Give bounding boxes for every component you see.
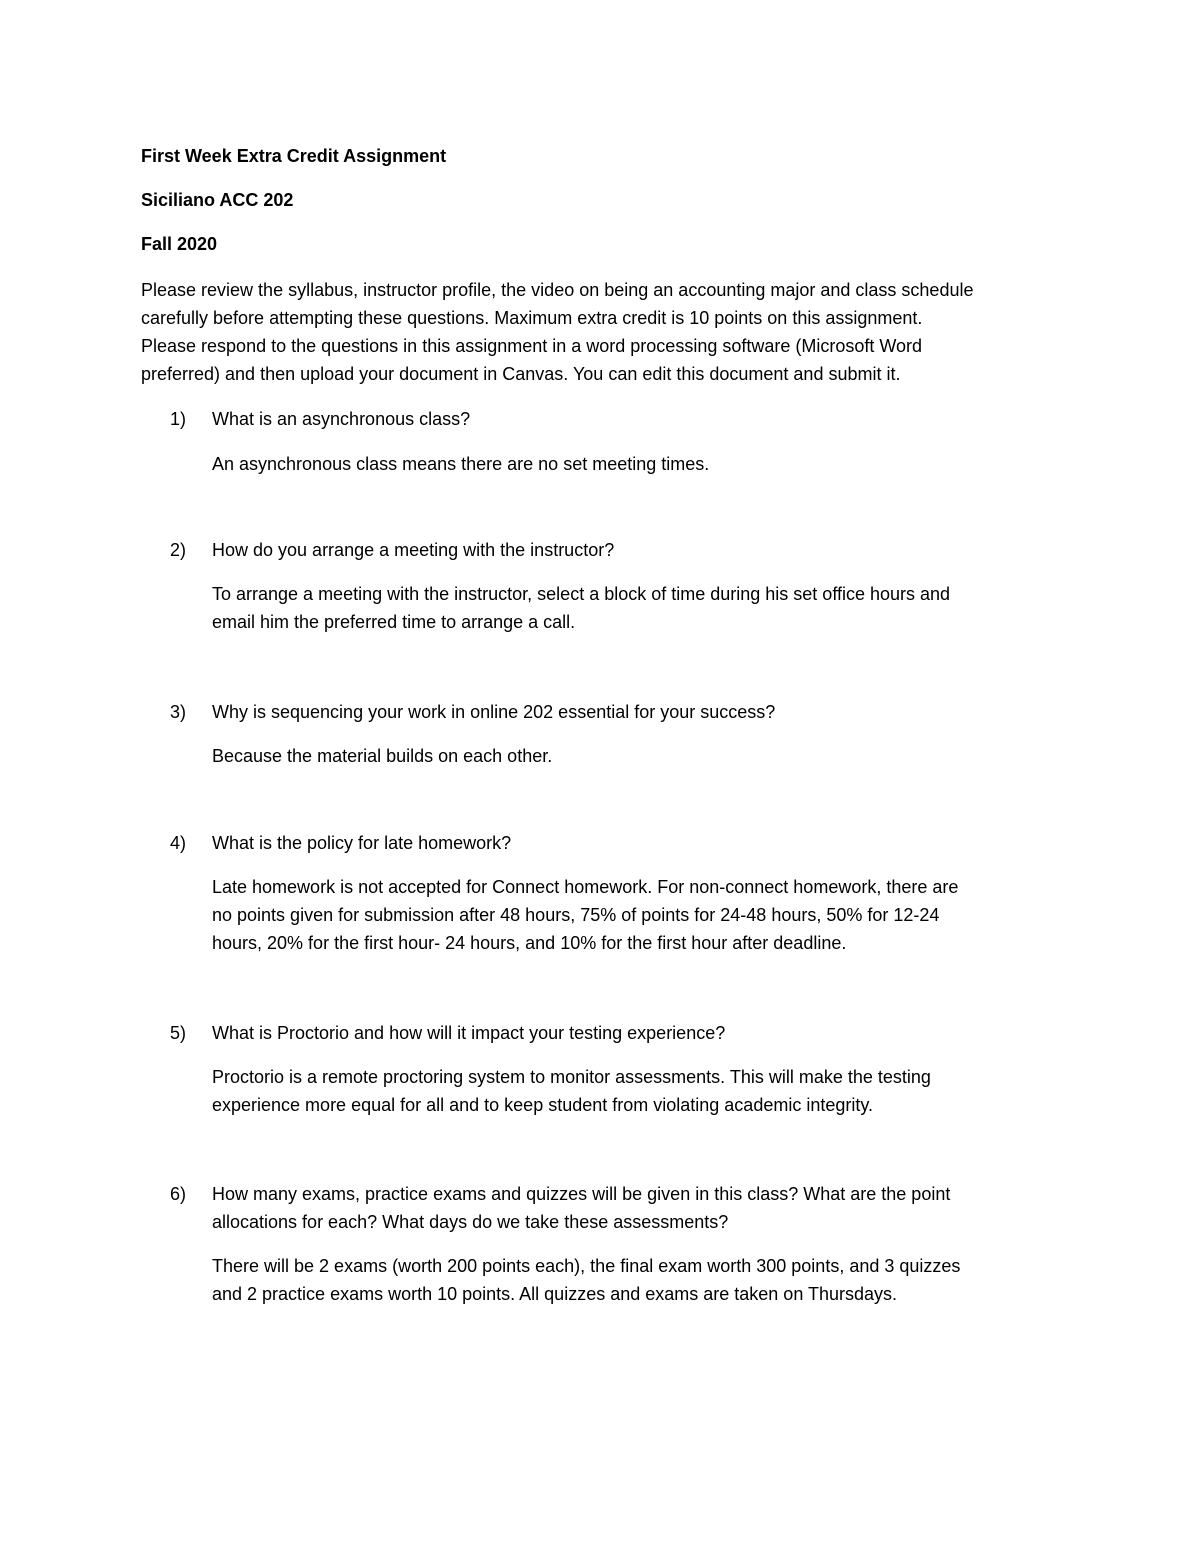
answer-text: no points given for submission after 48 hours, 75% of points for 24-48 hours, 50% for 12-24 [212, 905, 940, 925]
answer-text: and 2 practice exams worth 10 points. All quizzes and exams are taken on Thursdays. [212, 1284, 898, 1304]
question-text: allocations for each? What days do we take these assessments? [212, 1212, 729, 1232]
answer-text: Late homework is not accepted for Connect homework. For non-connect homework, there are [212, 877, 959, 897]
term: Fall 2020 [141, 234, 218, 254]
intro-line: preferred) and then upload your document in Canvas. You can edit this document and submit it. [141, 364, 901, 384]
question-text: How do you arrange a meeting with the instructor? [212, 540, 615, 560]
intro-line: carefully before attempting these questions. Maximum extra credit is 10 points on this assignment. [141, 308, 923, 328]
answer-text: hours, 20% for the first hour- 24 hours, and 10% for the first hour after deadline. [212, 933, 847, 953]
question-number: 5) [170, 1023, 187, 1043]
course-name: Siciliano ACC 202 [141, 190, 294, 210]
question-number: 2) [170, 540, 187, 560]
question-text: What is the policy for late homework? [212, 833, 512, 853]
intro-line: Please review the syllabus, instructor profile, the video on being an accounting major and class schedule [141, 280, 974, 300]
answer-text: email him the preferred time to arrange a call. [212, 612, 576, 632]
answer-text: experience more equal for all and to keep student from violating academic integrity. [212, 1095, 874, 1115]
question-text: What is an asynchronous class? [212, 409, 471, 429]
answer-text: Because the material builds on each other. [212, 746, 553, 766]
intro-line: Please respond to the questions in this assignment in a word processing software (Microsoft Word [141, 336, 923, 356]
answer-text: Proctorio is a remote proctoring system to monitor assessments. This will make the testing [212, 1067, 931, 1087]
question-text: How many exams, practice exams and quizzes will be given in this class? What are the point [212, 1184, 951, 1204]
answer-text: To arrange a meeting with the instructor, select a block of time during his set office hours and [212, 584, 951, 604]
answer-text: An asynchronous class means there are no set meeting times. [212, 454, 710, 474]
question-number: 3) [170, 702, 187, 722]
question-number: 4) [170, 833, 187, 853]
question-text: What is Proctorio and how will it impact your testing experience? [212, 1023, 726, 1043]
answer-text: There will be 2 exams (worth 200 points each), the final exam worth 300 points, and 3 quizzes [212, 1256, 961, 1276]
question-number: 1) [170, 409, 187, 429]
question-text: Why is sequencing your work in online 202 essential for your success? [212, 702, 776, 722]
document-title: First Week Extra Credit Assignment [141, 146, 447, 166]
question-number: 6) [170, 1184, 187, 1204]
